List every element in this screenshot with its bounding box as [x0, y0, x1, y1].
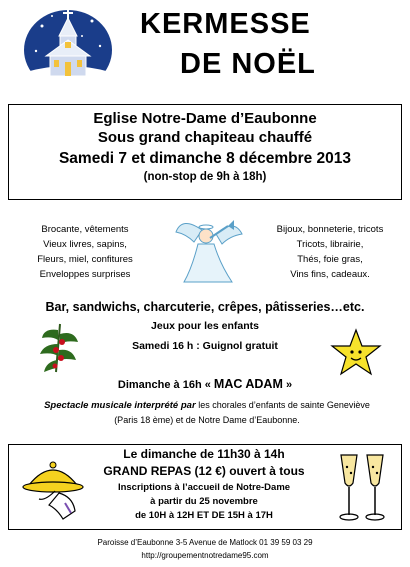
- event-hours: (non-stop de 9h à 18h): [143, 171, 267, 183]
- concert-prefix: Dimanche à 16h «: [117, 379, 214, 391]
- list-item: Thés, foie gras,: [297, 254, 363, 265]
- repas-hours: de 10H à 12H ET DE 15H à 17H: [135, 510, 273, 521]
- event-dates: Samedi 7 et dimanche 8 décembre 2013: [58, 150, 352, 167]
- games-line: Jeux pour les enfants: [151, 320, 259, 332]
- list-item: Enveloppes surprises: [39, 269, 131, 280]
- repas-title: GRAND REPAS (12 €) ouvert à tous: [103, 464, 305, 478]
- repas-box: [8, 444, 402, 530]
- title-line-1: KERMESSE: [140, 8, 311, 40]
- concert-line: [0, 377, 410, 391]
- food-line: Bar, sandwichs, charcuterie, crêpes, pâtisseries…etc.: [45, 300, 365, 314]
- concert-suffix: »: [282, 379, 293, 391]
- spectacle-line-2: (Paris 18 ème) et de Notre Dame d’Eaubonne.: [114, 415, 300, 425]
- spectacle-text: [12, 398, 402, 428]
- stands-right-list: [250, 222, 410, 282]
- angel-illustration: [172, 212, 248, 288]
- event-place: Eglise Notre-Dame d’Eaubonne: [93, 110, 317, 127]
- stands-left-list: [0, 222, 170, 282]
- list-item: Vieux livres, sapins,: [43, 239, 127, 250]
- list-item: Vins fins, cadeaux.: [290, 269, 370, 280]
- event-venue: Sous grand chapiteau chauffé: [97, 129, 313, 146]
- repas-inscriptions: Inscriptions à l’accueil de Notre-Dame: [117, 482, 291, 493]
- spectacle-choirs: les chorales d’enfants de sainte Geneviève: [198, 400, 370, 410]
- title-line-2: DE NOËL: [180, 48, 316, 80]
- spectacle-intro: Spectacle musicale interprété par: [44, 400, 196, 411]
- footer-address: Paroisse d’Eaubonne 3-5 Avenue de Matlock 01 39 59 03 29: [97, 538, 313, 547]
- champagne-glasses-illustration: [327, 449, 397, 527]
- concert-name: MAC ADAM: [213, 377, 283, 391]
- list-item: Brocante, vêtements: [41, 224, 129, 235]
- serving-tray-illustration: [15, 451, 91, 523]
- church-illustration: [22, 6, 114, 92]
- repas-time: Le dimanche de 11h30 à 14h: [123, 447, 285, 461]
- guignol-line: Samedi 16 h : Guignol gratuit: [132, 340, 278, 352]
- footer-url[interactable]: http://groupementnotredame95.com: [141, 551, 269, 560]
- star-icon: [330, 328, 382, 376]
- repas-from-date: à partir du 25 novembre: [150, 496, 258, 507]
- list-item: Tricots, librairie,: [296, 239, 364, 250]
- list-item: Fleurs, miel, confitures: [37, 254, 133, 265]
- event-info-box: [8, 104, 402, 200]
- list-item: Bijoux, bonneterie, tricots: [276, 224, 384, 235]
